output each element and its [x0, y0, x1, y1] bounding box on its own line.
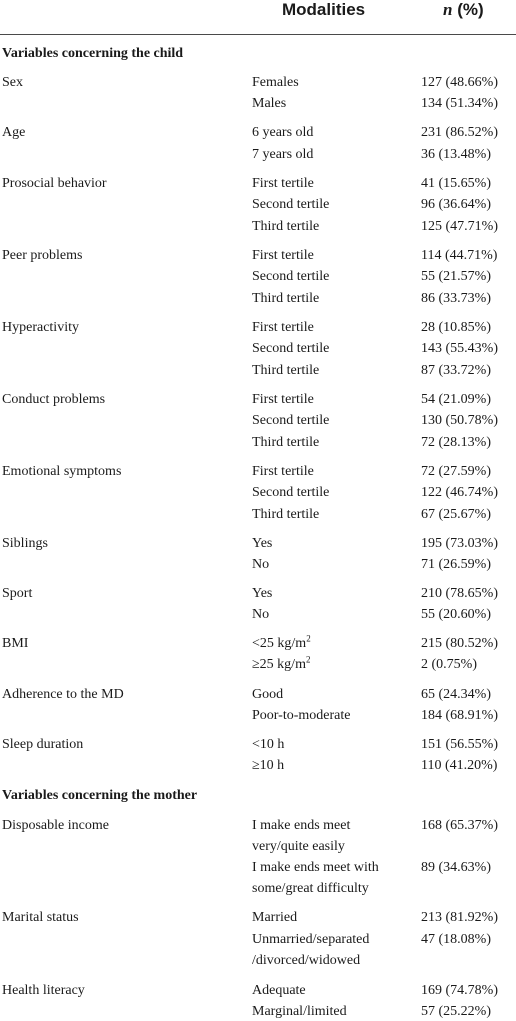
modality-label: I make ends meet with	[252, 860, 379, 875]
modality-label: Second tertile	[252, 341, 330, 356]
count-value: 195 (73.03%)	[421, 536, 498, 551]
count-value: 71 (26.59%)	[421, 557, 491, 572]
count-value: 41 (15.65%)	[421, 176, 491, 191]
modality-label: Unmarried/separated	[252, 932, 370, 947]
modality-label: Yes	[252, 536, 273, 551]
modality-label: Poor-to-moderate	[252, 708, 351, 723]
modality-label: First tertile	[252, 464, 314, 479]
count-value: 55 (20.60%)	[421, 607, 491, 622]
modality-label: First tertile	[252, 248, 314, 263]
count-value: 72 (27.59%)	[421, 464, 491, 479]
modality-label	[252, 656, 310, 674]
modality-label: First tertile	[252, 320, 314, 335]
modality-label: Second tertile	[252, 485, 330, 500]
modality-label: Males	[252, 96, 287, 111]
top-rule	[0, 34, 516, 35]
count-value: 86 (33.73%)	[421, 291, 491, 306]
modality-label: First tertile	[252, 392, 314, 407]
header-percent: (%)	[457, 0, 484, 19]
variable-label: Peer problems	[2, 248, 83, 263]
variable-label: Disposable income	[2, 818, 109, 833]
count-value: 28 (10.85%)	[421, 320, 491, 335]
section-mother: Variables concerning the mother	[2, 788, 198, 803]
count-value: 96 (36.64%)	[421, 197, 491, 212]
variable-label: Sport	[2, 586, 33, 601]
variable-label: Prosocial behavior	[2, 176, 107, 191]
modality-label: No	[252, 557, 270, 572]
variable-label: Health literacy	[2, 983, 85, 998]
count-value: 54 (21.09%)	[421, 392, 491, 407]
modality-label: Third tertile	[252, 363, 320, 378]
count-value: 55 (21.57%)	[421, 269, 491, 284]
count-value: 2 (0.75%)	[421, 657, 477, 672]
modality-label: Second tertile	[252, 269, 330, 284]
modality-label: Third tertile	[252, 507, 320, 522]
modality-text: <25 kg/m	[252, 636, 307, 651]
count-value: 65 (24.34%)	[421, 687, 491, 702]
modality-label: 7 years old	[252, 147, 314, 162]
count-value: 89 (34.63%)	[421, 860, 491, 875]
variable-label: Age	[2, 125, 26, 140]
count-value: 143 (55.43%)	[421, 341, 498, 356]
modality-text: ≥25 kg/m	[252, 657, 306, 672]
modality-label: very/quite easily	[252, 839, 345, 854]
modality-label: Second tertile	[252, 197, 330, 212]
modality-label: Adequate	[252, 983, 306, 998]
header-n: n	[443, 0, 453, 19]
count-value: 169 (74.78%)	[421, 983, 498, 998]
variable-label: Sleep duration	[2, 737, 84, 752]
modality-label: ≥10 h	[252, 758, 285, 773]
superscript: 2	[306, 633, 311, 644]
variable-label: Adherence to the MD	[2, 687, 124, 702]
variable-label: Marital status	[2, 910, 79, 925]
modality-label: Third tertile	[252, 219, 320, 234]
count-value: 210 (78.65%)	[421, 586, 498, 601]
header-n-percent	[443, 0, 484, 20]
count-value: 57 (25.22%)	[421, 1004, 491, 1019]
count-value: 213 (81.92%)	[421, 910, 498, 925]
count-value: 47 (18.08%)	[421, 932, 491, 947]
count-value: 67 (25.67%)	[421, 507, 491, 522]
count-value: 215 (80.52%)	[421, 636, 498, 651]
count-value: 36 (13.48%)	[421, 147, 491, 162]
header-modalities: Modalities	[282, 0, 366, 19]
modality-label: Good	[252, 687, 284, 702]
modality-label: No	[252, 607, 270, 622]
section-child: Variables concerning the child	[2, 46, 184, 61]
modality-label: some/great difficulty	[252, 881, 369, 896]
count-value: 184 (68.91%)	[421, 708, 498, 723]
count-value: 231 (86.52%)	[421, 125, 498, 140]
modality-label: First tertile	[252, 176, 314, 191]
count-value: 151 (56.55%)	[421, 737, 498, 752]
modality-label: I make ends meet	[252, 818, 351, 833]
modality-label: Third tertile	[252, 291, 320, 306]
modality-label: Marginal/limited	[252, 1004, 347, 1019]
modality-label: Third tertile	[252, 435, 320, 450]
count-value: 122 (46.74%)	[421, 485, 498, 500]
variable-label: Sex	[2, 75, 23, 90]
variable-label: Hyperactivity	[2, 320, 79, 335]
count-value: 130 (50.78%)	[421, 413, 498, 428]
count-value: 127 (48.66%)	[421, 75, 498, 90]
modality-label: 6 years old	[252, 125, 314, 140]
modality-label: Females	[252, 75, 299, 90]
superscript: 2	[305, 654, 311, 665]
count-value: 168 (65.37%)	[421, 818, 498, 833]
count-value: 134 (51.34%)	[421, 96, 498, 111]
variable-label: Emotional symptoms	[2, 464, 122, 479]
variable-label: Siblings	[2, 536, 48, 551]
modality-label: <10 h	[252, 737, 285, 752]
variable-label: BMI	[2, 636, 29, 651]
count-value: 87 (33.72%)	[421, 363, 491, 378]
modality-label: Married	[252, 910, 298, 925]
modality-label: Second tertile	[252, 413, 330, 428]
variable-label: Conduct problems	[2, 392, 106, 407]
count-value: 110 (41.20%)	[421, 758, 498, 773]
count-value: 125 (47.71%)	[421, 219, 498, 234]
modality-label: Yes	[252, 586, 273, 601]
modality-label	[252, 635, 311, 653]
count-value: 114 (44.71%)	[421, 248, 498, 263]
modality-label: /divorced/widowed	[252, 953, 361, 968]
count-value: 72 (28.13%)	[421, 435, 491, 450]
